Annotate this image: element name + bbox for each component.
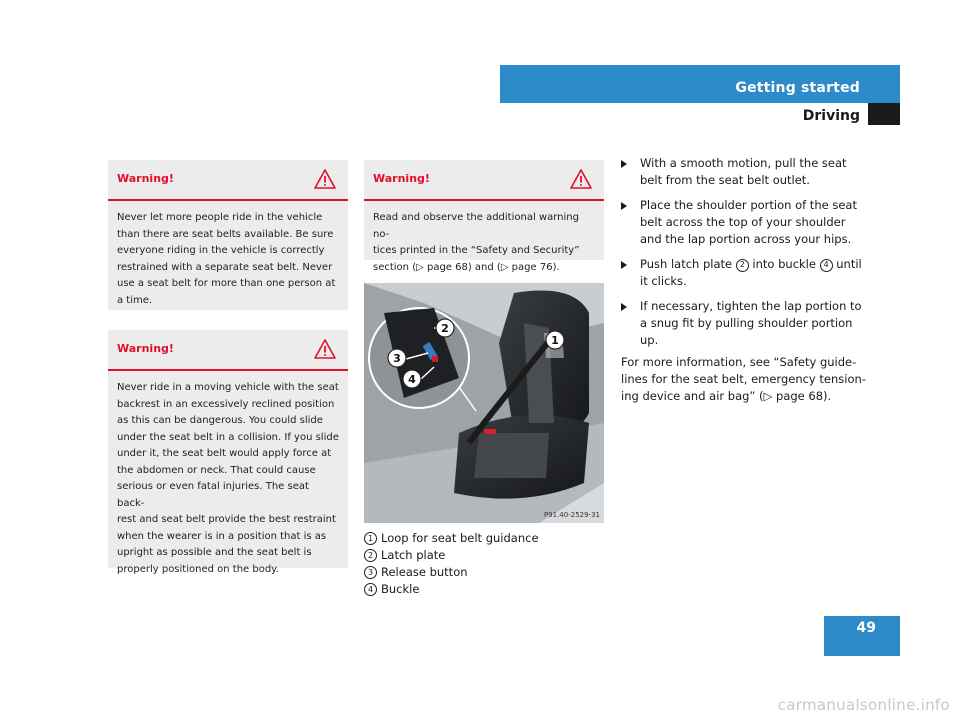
warning-title: Warning! xyxy=(117,172,174,185)
warning-text xyxy=(364,201,604,276)
warning-line: Never let more people ride in the vehicle xyxy=(117,212,323,223)
warning-header xyxy=(108,330,348,371)
svg-text:4: 4 xyxy=(408,373,416,386)
warning-line: under the seat belt in a collision. If you slide xyxy=(117,431,339,443)
warning-line: use a seat belt for more than one person at xyxy=(117,278,336,289)
paragraph-line: ing device and air bag” (▷ page 68). xyxy=(621,389,832,403)
more-info-paragraph xyxy=(621,354,866,405)
step-text: Push latch plate xyxy=(640,257,736,271)
legend-text: Release button xyxy=(381,565,468,579)
paragraph-line: lines for the seat belt, emergency tension- xyxy=(621,372,866,386)
warning-line: backrest in an excessively reclined position xyxy=(117,398,335,410)
legend-number: 3 xyxy=(364,566,377,579)
warning-line: everyone riding in the vehicle is correctly xyxy=(117,245,325,256)
step-item xyxy=(621,298,866,349)
warning-box-seat-count xyxy=(108,160,348,310)
step-line: With a smooth motion, pull the seat xyxy=(640,156,847,170)
warning-line: restrained with a separate seat belt. Never xyxy=(117,261,333,273)
warning-line: as this can be dangerous. You could slide xyxy=(117,415,323,426)
page-number: 49 xyxy=(856,620,876,636)
step-line: it clicks. xyxy=(640,274,687,288)
step-item xyxy=(621,155,866,189)
warning-title: Warning! xyxy=(373,172,430,185)
warning-line: Never ride in a moving vehicle with the seat xyxy=(117,382,339,393)
legend-text: Buckle xyxy=(381,582,420,596)
warning-text xyxy=(108,371,348,578)
step-line: a snug fit by pulling shoulder portion xyxy=(640,316,853,330)
warning-line: when the wearer is in a position that is as xyxy=(117,530,327,542)
watermark: carmanualsonline.info xyxy=(777,696,950,714)
warning-box-reclined-seat xyxy=(108,330,348,575)
warning-line: a time. xyxy=(117,294,153,306)
warning-line: under it, the seat belt would apply force at xyxy=(117,448,332,459)
step-text: into buckle xyxy=(748,257,820,271)
warning-line: than there are seat belts available. Be sure xyxy=(117,228,334,240)
bullet-arrow-icon xyxy=(621,160,627,168)
warning-title: Warning! xyxy=(117,342,174,355)
callout-2 xyxy=(436,319,454,337)
warning-triangle-icon xyxy=(314,339,336,359)
svg-text:3: 3 xyxy=(393,352,401,365)
warning-triangle-icon xyxy=(314,169,336,189)
step-line: up. xyxy=(640,333,659,347)
step-item xyxy=(621,256,866,290)
warning-header xyxy=(108,160,348,201)
callout-1 xyxy=(546,331,564,349)
warning-line: Read and observe the additional warning no- xyxy=(373,212,579,240)
legend-number: 2 xyxy=(364,549,377,562)
step-line: and the lap portion across your hips. xyxy=(640,232,852,246)
legend-number: 4 xyxy=(364,583,377,596)
image-code: P91.40-2529-31 xyxy=(543,511,600,519)
warning-line: upright as possible and the seat belt is xyxy=(117,547,312,558)
seat-illustration xyxy=(364,283,604,523)
warning-line: serious or even fatal injuries. The seat back- xyxy=(117,481,309,509)
step-item xyxy=(621,197,866,248)
instruction-steps xyxy=(621,155,866,357)
svg-text:2: 2 xyxy=(441,322,449,335)
step-line: If necessary, tighten the lap portion to xyxy=(640,299,862,313)
callout-3 xyxy=(388,349,406,367)
warning-line: the abdomen or neck. That could cause xyxy=(117,464,316,476)
svg-text:1: 1 xyxy=(551,334,559,347)
legend-item xyxy=(364,530,539,547)
figure-legend xyxy=(364,530,539,598)
legend-item xyxy=(364,581,539,598)
warning-triangle-icon xyxy=(570,169,592,189)
step-line: Place the shoulder portion of the seat xyxy=(640,198,857,212)
step-text: until xyxy=(832,257,862,271)
warning-line: rest and seat belt provide the best restraint xyxy=(117,514,336,525)
callout-4 xyxy=(403,370,421,388)
step-line: belt across the top of your shoulder xyxy=(640,215,846,229)
step-line xyxy=(640,256,866,273)
subsection-title: Driving xyxy=(802,108,860,124)
warning-box-safety-section xyxy=(364,160,604,273)
seat-belt-photo xyxy=(364,283,604,523)
section-title: Getting started xyxy=(735,80,860,96)
warning-line: section (▷ page 68) and (▷ page 76). xyxy=(373,261,560,273)
legend-text: Latch plate xyxy=(381,548,446,562)
warning-line: properly positioned on the body. xyxy=(117,563,279,575)
bullet-arrow-icon xyxy=(621,261,627,269)
paragraph-line: For more information, see “Safety guide- xyxy=(621,355,857,369)
legend-text: Loop for seat belt guidance xyxy=(381,531,539,545)
legend-item xyxy=(364,547,539,564)
bullet-arrow-icon xyxy=(621,202,627,210)
ref-number: 2 xyxy=(736,259,749,272)
legend-number: 1 xyxy=(364,532,377,545)
warning-line: tices printed in the “Safety and Security” xyxy=(373,245,580,256)
legend-item xyxy=(364,564,539,581)
step-line: belt from the seat belt outlet. xyxy=(640,173,810,187)
warning-header xyxy=(364,160,604,201)
ref-number: 4 xyxy=(820,259,833,272)
header-marker xyxy=(868,103,900,125)
warning-text xyxy=(108,201,348,309)
bullet-arrow-icon xyxy=(621,303,627,311)
